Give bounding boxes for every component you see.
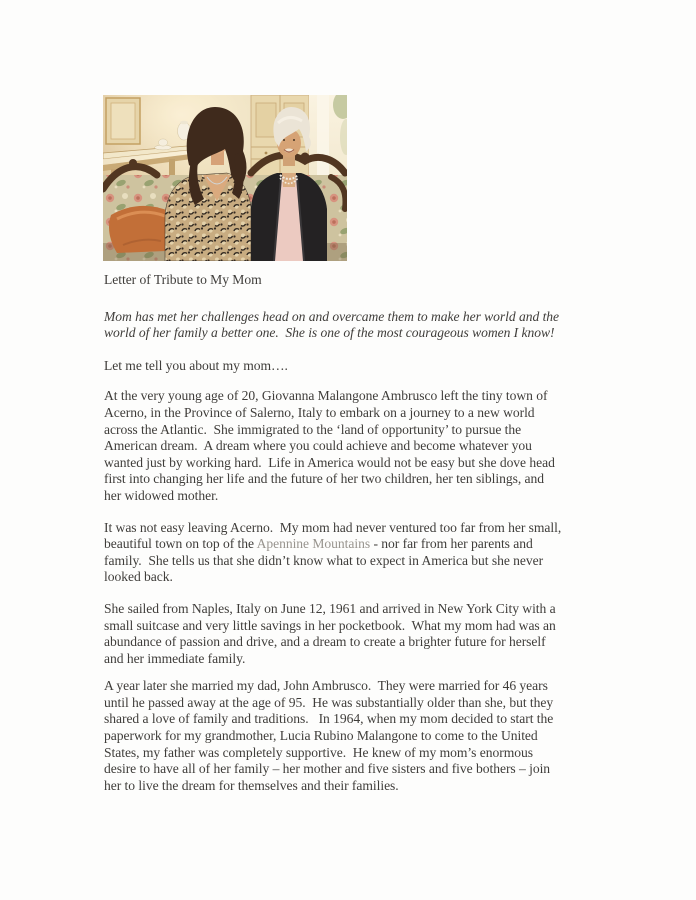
intro-paragraph [104,309,609,342]
text-line: and her immediate family. [104,650,246,666]
text-line: small suitcase and very little savings in her pocketbook. What my mom had was an [104,617,556,633]
text-line: shared a love of family and traditions. In 1964, when my mom decided to start the [104,711,554,727]
text-line: looked back. [104,569,173,585]
text-line: She sailed from Naples, Italy on June 12, 1961 and arrived in New York City with a [104,600,556,616]
paragraph-4 [104,678,609,794]
text-line: paperwork for my grandmother, Lucia Rubino Malangone to come to the United [104,728,538,744]
text-line: first into changing her life and the future of her two children, her ten siblings, and [104,471,545,487]
paragraph-2 [104,520,609,586]
text-segment: - nor far from her parents and [373,536,533,552]
letter-body [104,272,609,794]
text-line: family. She tells us that she didn’t know what to expect in America but she never [104,552,544,568]
text-line [104,536,609,553]
text-line: It was not easy leaving Acerno. My mom had never ventured too far from her small, [104,519,562,535]
document-title: Letter of Tribute to My Mom [104,272,262,287]
text-line: abundance of passion and drive, and a dream to create a brighter future for herself [104,634,546,650]
text-line: Acerno, in the Province of Salerno, Italy to embark on a journey to a new world [104,404,535,420]
text-line: At the very young age of 20, Giovanna Malangone Ambrusco left the tiny town of [104,388,548,404]
text-line: her widowed mother. [104,487,219,503]
text-line: American dream. A dream where you could achieve and become whatever you [104,438,532,454]
paragraph-3 [104,601,609,667]
apennine-mountains-text: Apennine Mountains [256,536,374,552]
paragraph-1 [104,388,609,504]
text-line: States, my father was completely supportive. He knew of my mom’s enormous [104,744,533,760]
text-line: world of her family a better one. She is one of the most courageous women I know! [104,325,555,341]
text-line: Mom has met her challenges head on and overcame them to make her world and the [104,308,560,324]
lead-in-line: Let me tell you about my mom…. [104,357,288,373]
text-line: across the Atlantic. She immigrated to the ‘land of opportunity’ to pursue the [104,421,522,437]
text-segment: beautiful town on top of the [104,536,257,552]
text-line: A year later she married my dad, John Ambrusco. They were married for 46 years [104,678,548,694]
text-line: wanted just by working hard. Life in America would not be easy but she dove head [104,454,555,470]
family-photo [103,95,347,261]
text-line: until he passed away at the age of 95. He was substantially older than she, but they [104,694,554,710]
text-line: desire to have all of her family – her mother and five sisters and five bothers – join [104,761,551,777]
text-line: her to live the dream for themselves and their families. [104,777,399,793]
